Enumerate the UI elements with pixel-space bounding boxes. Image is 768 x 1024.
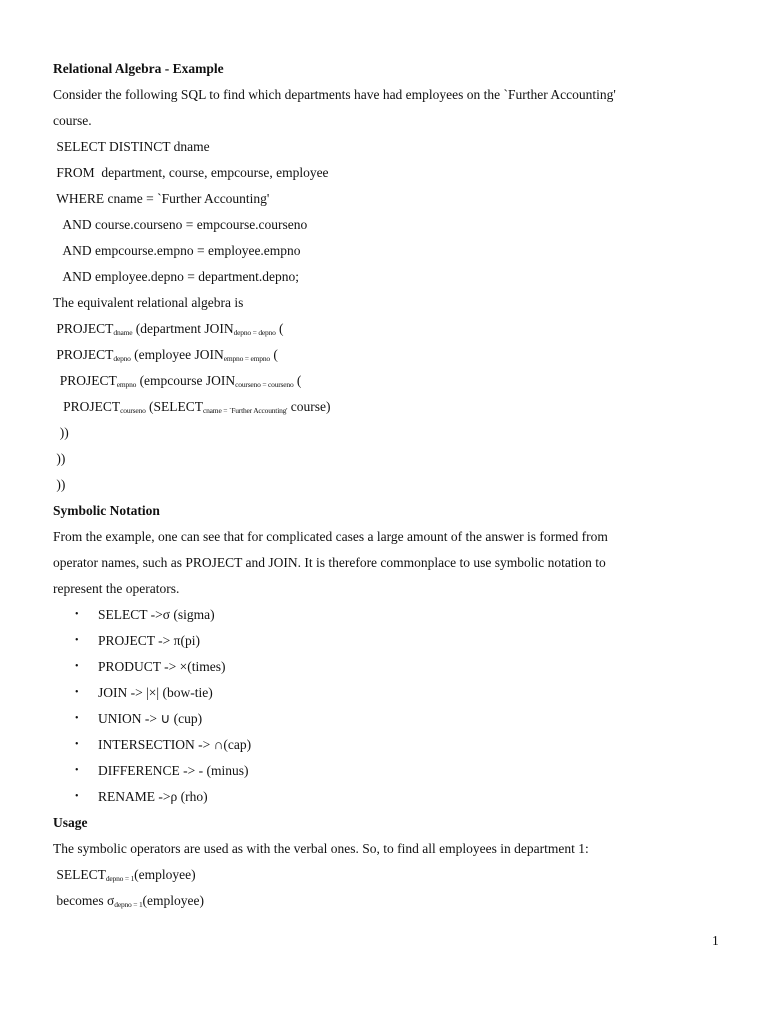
algebra-close: )) — [53, 451, 66, 466]
algebra-close: )) — [53, 477, 66, 492]
algebra-line: $PROJECT_{depno}$ (employee $JOIN_{empno = empno}$ ( — [53, 347, 278, 363]
usage-select-line: $SELECT_{depno = 1}(employee)$ — [53, 867, 196, 883]
equivalent-label: The equivalent relational algebra is — [53, 295, 244, 310]
list-item: • RENAME ->ρ (rho) — [53, 784, 733, 810]
symbolic-intro-line: represent the operators. — [53, 581, 180, 596]
intro-line-1: Consider the following SQL to find which departments have had employees on the `Further Accounting' — [53, 87, 616, 102]
sql-line: AND empcourse.empno = employee.empno — [53, 243, 301, 258]
sql-line: WHERE cname = `Further Accounting' — [53, 191, 270, 206]
bullet-icon: • — [75, 635, 79, 646]
list-item: • PROJECT -> π(pi) — [53, 628, 733, 654]
list-item: • SELECT ->σ (sigma) — [53, 602, 733, 628]
bullet-icon: • — [75, 661, 79, 672]
list-item: • UNION -> ∪ (cup) — [53, 706, 733, 732]
sql-line: FROM department, course, empcourse, employee — [53, 165, 329, 180]
sql-line: AND employee.depno = department.depno; — [53, 269, 300, 284]
bullet-icon: • — [75, 609, 79, 620]
list-item: • PRODUCT -> ×(times) — [53, 654, 733, 680]
algebra-line: $PROJECT_{empno}$ (empcourse $JOIN_{courseno = courseno}$ ( — [53, 373, 302, 389]
usage-becomes-line: becomes $\sigma_{depno = 1}(employee)$ — [53, 893, 204, 909]
intro-line-2: course. — [53, 113, 92, 128]
bullet-icon: • — [75, 713, 79, 724]
usage-intro: The symbolic operators are used as with the verbal ones. So, to find all employees in department 1: — [53, 841, 589, 856]
bullet-icon: • — [75, 687, 79, 698]
bullet-icon: • — [75, 739, 79, 750]
heading-symbolic-notation: Symbolic Notation — [53, 503, 160, 518]
algebra-close: )) — [53, 425, 69, 440]
symbolic-intro-line: operator names, such as PROJECT and JOIN. It is therefore commonplace to use symbolic notation to — [53, 555, 606, 570]
heading-usage: Usage — [53, 815, 88, 830]
symbol-list — [53, 602, 733, 810]
list-item: • JOIN -> |×| (bow-tie) — [53, 680, 733, 706]
list-item: • INTERSECTION -> ∩(cap) — [53, 732, 733, 758]
symbolic-intro-line: From the example, one can see that for complicated cases a large amount of the answer is formed from — [53, 529, 608, 544]
page-number: 1 — [712, 933, 719, 948]
heading-example: Relational Algebra - Example — [53, 61, 224, 76]
bullet-icon: • — [75, 791, 79, 802]
sql-line: SELECT DISTINCT dname — [53, 139, 210, 154]
document-page — [53, 56, 733, 914]
bullet-icon: • — [75, 765, 79, 776]
algebra-line: $PROJECT_{courseno}$ ($SELECT_{cname = `Further Accounting'}$ course) — [53, 399, 331, 415]
list-item: • DIFFERENCE -> - (minus) — [53, 758, 733, 784]
sql-line: AND course.courseno = empcourse.courseno — [53, 217, 308, 232]
algebra-line: $PROJECT_{dname}$ (department $JOIN_{depno = depno}$ ( — [53, 321, 284, 337]
